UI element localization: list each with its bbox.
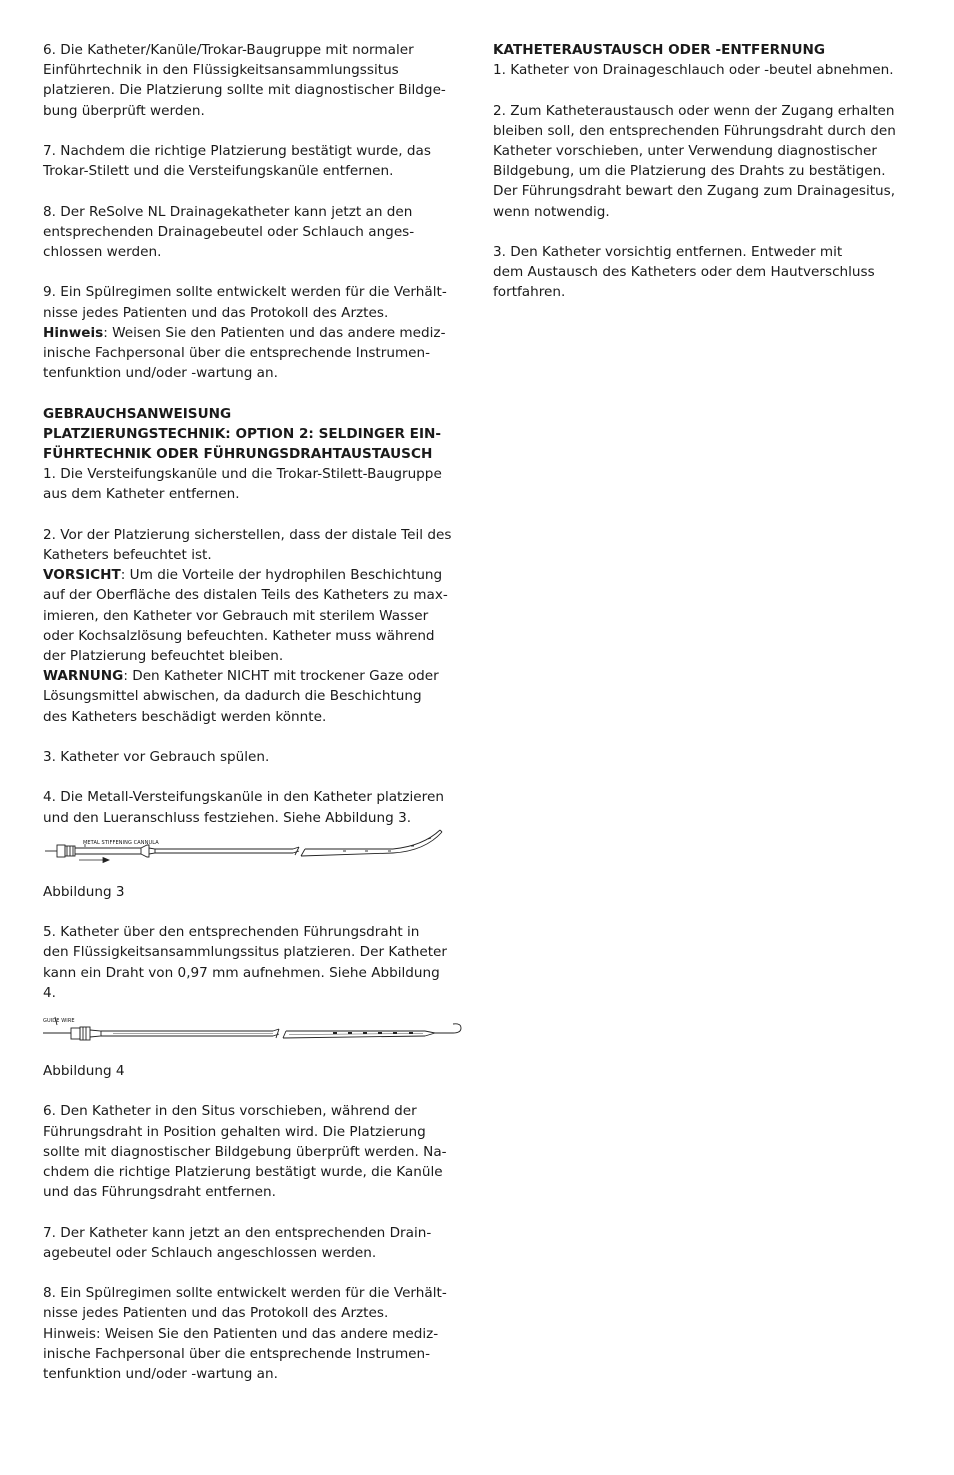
guide-wire-illustration: [43, 1007, 465, 1061]
caution-label: VORSICHT: [43, 567, 121, 584]
right-column: [493, 40, 915, 323]
note-label: Hinweis: [43, 324, 104, 341]
warning-text: : Den Katheter NICHT mit trockener Gaze oder Lösungsmittel abwischen, da dadurch die Beschichtung des Katheters beschädigt werden könnte.: [43, 668, 439, 725]
option2-step-1: 1. Die Versteifungskanüle und die Trokar-Stilett-Baugruppe aus dem Katheter entfernen.: [43, 466, 442, 503]
section-heading-exchange-removal: KATHETERAUSTAUSCH ODER -ENTFERNUNG: [493, 42, 826, 58]
caution-text: : Um die Vorteile der hydrophilen Beschichtung auf der Oberfläche des distalen Teils des Katheters zu max- imieren, den Katheter vor Gebrauch mit sterilem Wasser oder Kochsalzlösung befeuchten. Katheter muss während der Platzierung befeuchtet bleiben.: [43, 567, 448, 665]
step-8-connect-drainage: 8. Der ReSolve NL Drainagekatheter kann jetzt an den entsprechenden Drainagebeutel oder Schlauch anges- chlossen werden.: [43, 203, 415, 260]
left-column: [43, 40, 465, 1404]
warning-label: WARNUNG: [43, 668, 124, 685]
option2-step-8: 8. Ein Spülregimen sollte entwickelt werden für die Verhält- nisse jedes Patienten und das Protokoll des Arztes. Hinweis: Weisen Sie den Patienten und das andere mediz- inische Fachpersonal über die entsprechende Instrumen- tenfunktion und/oder -wartung an.: [43, 1285, 447, 1383]
section-heading-option-2: GEBRAUCHSANWEISUNG PLATZIERUNGSTECHNIK: OPTION 2: SELDINGER EIN- FÜHRTECHNIK ODER FÜHRUNGSDRAHTAUSTAUSCH: [43, 405, 442, 462]
option2-step-3: 3. Katheter vor Gebrauch spülen.: [43, 749, 270, 766]
figure-4-caption: Abbildung 4: [43, 1063, 125, 1080]
exchange-step-3: 3. Den Katheter vorsichtig entfernen. Entweder mit dem Austausch des Katheters oder dem Hautverschluss fortfahren.: [493, 244, 875, 301]
exchange-step-2: 2. Zum Katheteraustausch oder wenn der Zugang erhalten bleiben soll, den entsprechenden Führungsdraht durch den Katheter vorschieben, unter Verwendung diagnostischer Bildgebung, um die Platzierung des Drahts zu bestätigen. Der Führungsdraht bewart den Zugang zum Drainagesitus, wenn notwendig.: [493, 102, 896, 220]
figure-3-label: METAL STIFFENING CANNULA: [83, 839, 159, 846]
step-6-placement: 6. Die Katheter/Kanüle/Trokar-Baugruppe mit normaler Einführtechnik in den Flüssigkeitsansammlungssitus platzieren. Die Platzierung sollte mit diagnostischer Bildge- bung überprüft werden.: [43, 42, 446, 119]
figure-4-label: GUIDE WIRE: [43, 1018, 75, 1025]
option2-step-7: 7. Der Katheter kann jetzt an den entsprechenden Drain- agebeutel oder Schlauch angeschlossen werden.: [43, 1224, 432, 1261]
option2-step-4: 4. Die Metall-Versteifungskanüle in den Katheter platzieren und den Lueranschluss festziehen. Siehe Abbildung 3.: [43, 789, 444, 826]
option2-step-2: [43, 525, 465, 727]
exchange-step-1: 1. Katheter von Drainageschlauch oder -beutel abnehmen.: [493, 62, 894, 79]
note-text: : Weisen Sie den Patienten und das andere mediz- inische Fachpersonal über die entsprechende Instrumen- tenfunktion und/oder -wartung an.: [43, 324, 446, 382]
step-7-remove-trocar: 7. Nachdem die richtige Platzierung bestätigt wurde, das Trokar-Stilett und die Versteifungskanüle entfernen.: [43, 143, 431, 180]
step-9-flush-regimen: [43, 282, 465, 383]
step-9-text: 9. Ein Spülregimen sollte entwickelt werden für die Verhält- nisse jedes Patienten und das Protokoll des Arztes.: [43, 284, 447, 321]
figure-3-caption: Abbildung 3: [43, 883, 125, 900]
catheter-cannula-illustration: [43, 832, 465, 882]
option2-step-2-text: 2. Vor der Platzierung sicherstellen, dass der distale Teil des Katheters befeuchtet ist.: [43, 526, 452, 563]
figure-3-catheter-cannula: [43, 832, 465, 882]
figure-4-guide-wire: [43, 1007, 465, 1061]
option2-step-6: 6. Den Katheter in den Situs vorschieben, während der Führungsdraht in Position gehalten wird. Die Platzierung sollte mit diagnostischer Bildgebung überprüft werden. Na- chdem die richtige Platzierung bestätigt wurde, die Kanüle und das Führungsdraht entfernen.: [43, 1103, 447, 1201]
option2-step-5: 5. Katheter über den entsprechenden Führungsdraht in den Flüssigkeitsansammlungssitus platzieren. Der Katheter kann ein Draht von 0,97 mm aufnehmen. Siehe Abbildung 4.: [43, 924, 448, 1001]
